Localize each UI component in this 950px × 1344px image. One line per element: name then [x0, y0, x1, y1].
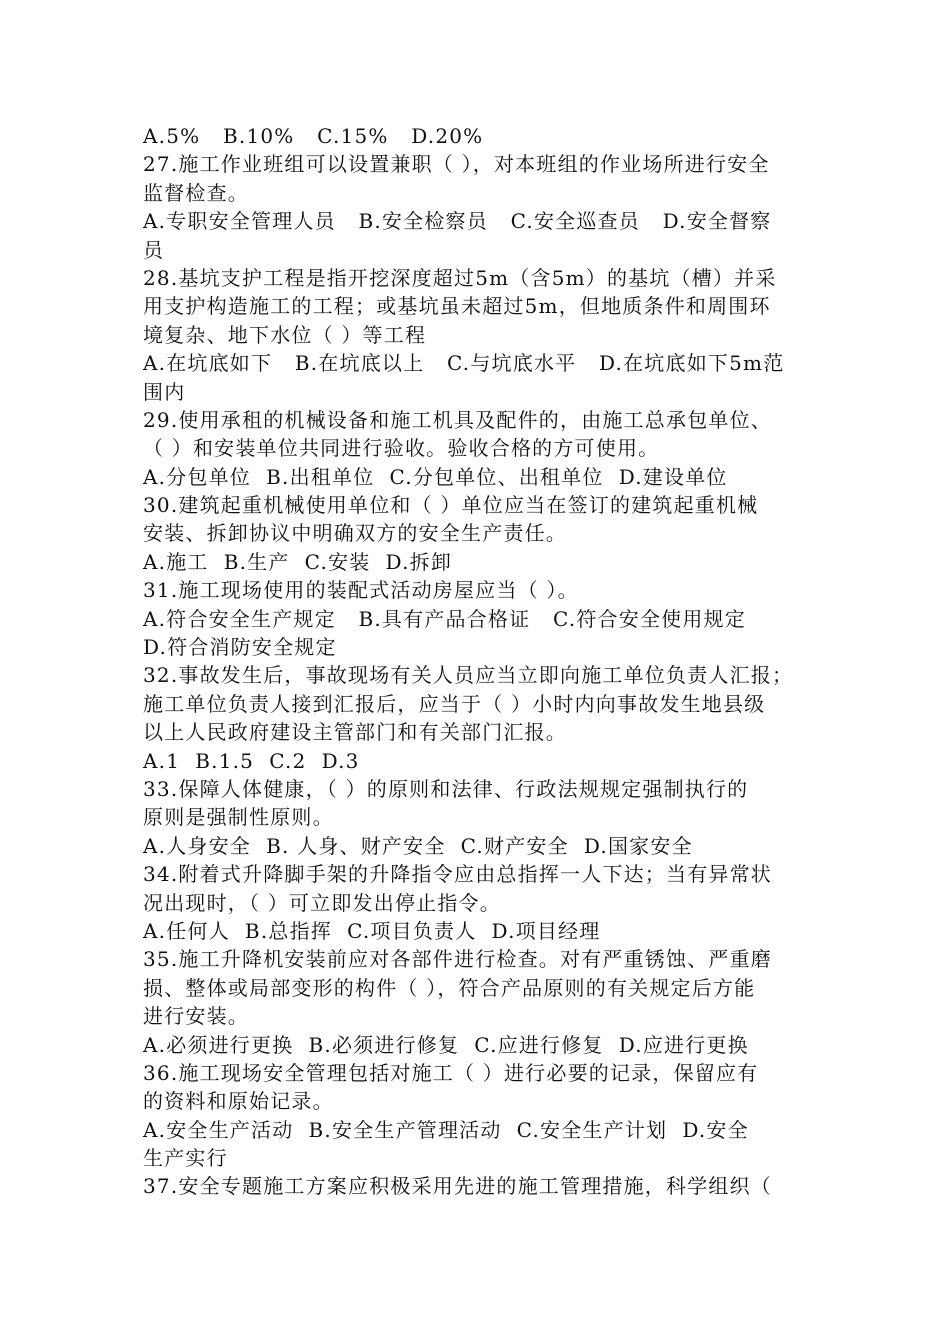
- question-30: 30.建筑起重机械使用单位和（ ）单位应当在签订的建筑起重机械: [143, 493, 759, 518]
- options-32: A.1 B.1.5 C.2 D.3: [143, 748, 360, 773]
- options-35: A.必须进行更换 B.必须进行修复 C.应进行修复 D.应进行更换: [143, 1032, 749, 1057]
- question-28: 28.基坑支护工程是指开挖深度超过5m（含5m）的基坑（槽）并采: [143, 265, 777, 290]
- text-line: 监督检查。: [143, 180, 249, 205]
- options-28: A.在坑底如下 B.在坑底以上 C.与坑底水平 D.在坑底如下5m范: [143, 351, 785, 376]
- text-line: （ ）和安装单位共同进行验收。验收合格的方可使用。: [143, 436, 660, 461]
- question-27: 27.施工作业班组可以设置兼职（ ），对本班组的作业场所进行安全: [143, 152, 770, 177]
- text-line: 用支护构造施工的工程；或基坑虽未超过5m，但地质条件和周围环: [143, 294, 771, 319]
- text-line: 况出现时，（ ）可立即发出停止指令。: [143, 890, 501, 915]
- question-36: 36.施工现场安全管理包括对施工（ ）进行必要的记录，保留应有: [143, 1060, 759, 1085]
- text-line: 损、整体或局部变形的构件（ ），符合产品原则的有关规定后方能: [143, 975, 756, 1000]
- text-line: 原则是强制性原则。: [143, 805, 334, 830]
- question-33: 33.保障人体健康，（ ）的原则和法律、行政法规规定强制执行的: [143, 776, 749, 801]
- document-page: [143, 122, 815, 1201]
- options-30: A.施工 B.生产 C.安装 D.拆卸: [143, 549, 453, 574]
- text-line: D.符合消防安全规定: [143, 635, 337, 660]
- text-line: 的资料和原始记录。: [143, 1089, 334, 1114]
- text-line: 以上人民政府建设主管部门和有关部门汇报。: [143, 720, 567, 745]
- text-line: 进行安装。: [143, 1004, 249, 1029]
- options-31: A.符合安全生产规定 B.具有产品合格证 C.符合安全使用规定: [143, 606, 746, 631]
- text-line: 生产实行: [143, 1146, 228, 1171]
- text-line: 施工单位负责人接到汇报后，应当于（ ）小时内向事故发生地县级: [143, 691, 766, 716]
- options-29: A.分包单位 B.出租单位 C.分包单位、出租单位 D.建设单位: [143, 464, 728, 489]
- question-31: 31.施工现场使用的装配式活动房屋应当（ ）。: [143, 578, 579, 603]
- question-34: 34.附着式升降脚手架的升降指令应由总指挥一人下达；当有异常状: [143, 862, 773, 887]
- text-line: 围内: [143, 379, 186, 404]
- question-29: 29.使用承租的机械设备和施工机具及配件的，由施工总承包单位、: [143, 407, 773, 432]
- options-33: A.人身安全 B. 人身、财产安全 C.财产安全 D.国家安全: [143, 833, 693, 858]
- question-32: 32.事故发生后，事故现场有关人员应当立即向施工单位负责人汇报；: [143, 663, 794, 688]
- options-36: A.安全生产活动 B.安全生产管理活动 C.安全生产计划 D.安全: [143, 1117, 749, 1142]
- text-line: 员: [143, 237, 165, 262]
- question-35: 35.施工升降机安装前应对各部件进行检查。对有严重锈蚀、严重磨: [143, 947, 773, 972]
- question-37: 37.安全专题施工方案应积极采用先进的施工管理措施，科学组织（: [143, 1174, 773, 1199]
- options-34: A.任何人 B.总指挥 C.项目负责人 D.项目经理: [143, 918, 601, 943]
- text-line: 安装、拆卸协议中明确双方的安全生产责任。: [143, 521, 567, 546]
- text-line: 境复杂、地下水位（ ）等工程: [143, 322, 427, 347]
- options-27: A.专职安全管理人员 B.安全检察员 C.安全巡查员 D.安全督察: [143, 209, 772, 234]
- text-line: A.5% B.10% C.15% D.20%: [143, 124, 484, 148]
